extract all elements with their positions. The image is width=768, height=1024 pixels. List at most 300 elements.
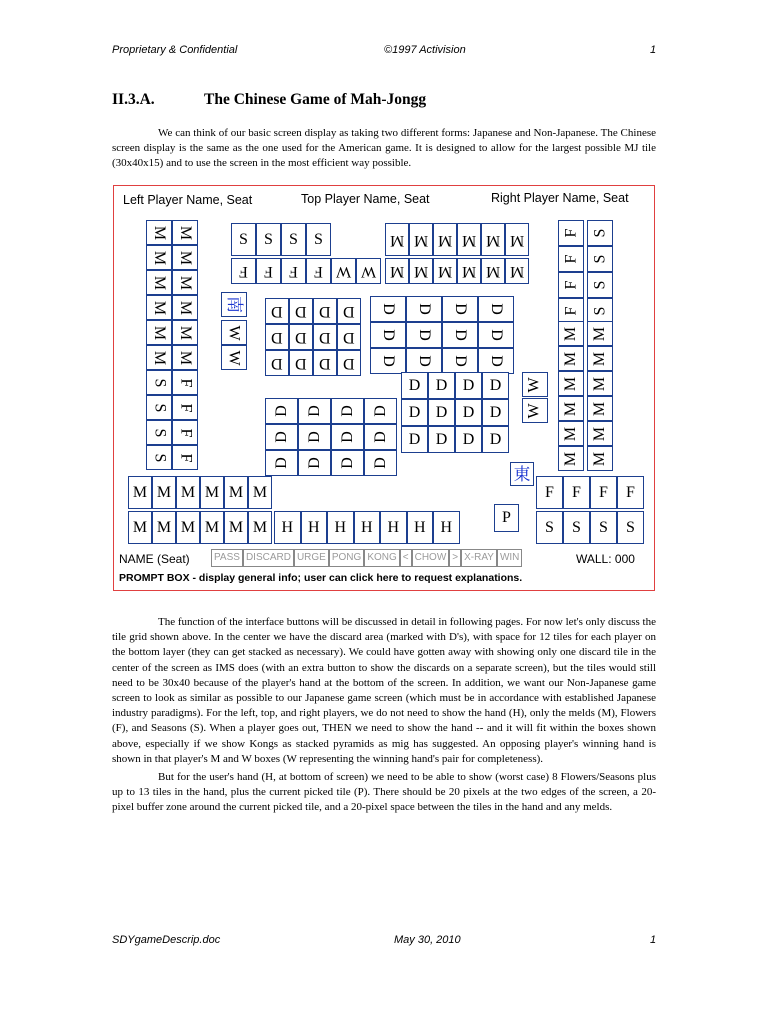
mahjong-tile [248, 511, 272, 544]
mahjong-tile [128, 476, 152, 509]
tile-glyph: M [485, 263, 501, 280]
tile-glyph: M [176, 225, 194, 240]
tile-glyph: D [408, 376, 421, 394]
mahjong-tile [176, 476, 200, 509]
mahjong-tile [146, 345, 172, 370]
mahjong-tile [587, 246, 613, 272]
urge-button[interactable]: URGE [294, 549, 329, 567]
mahjong-tile [331, 258, 356, 284]
x-ray-button[interactable]: X-RAY [461, 549, 497, 567]
chow-prev-button[interactable]: < [400, 549, 412, 567]
tile-glyph: D [371, 405, 389, 417]
intro-paragraph: We can think of our basic screen display as taking two different forms: Japanese and Non-Japanese. The Chinese screen display is the same as the one used for the American game. It is designed to allow for the largest possible MJ tile (30x40x15) and to use the screen in the most efficient way possible. [112, 127, 656, 170]
mahjong-tile [146, 245, 172, 270]
mahjong-tile [457, 223, 481, 256]
tile-glyph: M [204, 483, 220, 501]
mahjong-tile [289, 324, 313, 350]
mahjong-tile [590, 476, 617, 509]
tile-glyph: M [590, 401, 608, 416]
tile-glyph: S [591, 228, 608, 238]
mahjong-tile [457, 258, 481, 284]
tile-glyph: M [389, 231, 405, 249]
mahjong-tile [256, 223, 281, 256]
mahjong-tile [172, 320, 198, 345]
pong-button[interactable]: PONG [329, 549, 364, 567]
tile-glyph: M [437, 231, 453, 249]
tile-glyph: D [371, 457, 389, 469]
mahjong-tile [289, 350, 313, 376]
tile-glyph: M [590, 351, 608, 366]
discard-button[interactable]: DISCARD [243, 549, 294, 567]
tile-glyph: M [204, 518, 220, 536]
tile-glyph: D [295, 329, 307, 346]
mahjong-tile [172, 420, 198, 445]
mahjong-tile [172, 370, 198, 395]
mahjong-tile [433, 258, 457, 284]
tile-glyph: M [561, 326, 579, 341]
tile-glyph: M [509, 231, 525, 249]
mahjong-tile [331, 398, 364, 424]
footer-filename: SDYgameDescrip.doc [112, 934, 221, 946]
tile-glyph: M [180, 518, 196, 536]
tile-glyph: F [562, 280, 579, 290]
tile-glyph: F [626, 483, 635, 501]
tile-glyph: M [150, 300, 168, 315]
mahjong-tile [385, 223, 409, 256]
tile-glyph: H [281, 518, 294, 536]
tile-glyph: D [489, 403, 502, 421]
mahjong-tile [587, 346, 613, 371]
tile-glyph: M [509, 263, 525, 280]
mahjong-tile [146, 395, 172, 420]
mahjong-tile [409, 258, 433, 284]
tile-glyph: M [156, 518, 172, 536]
tile-glyph: D [338, 431, 356, 443]
body-paragraph-3: But for the user's hand (H, at bottom of screen) we need to be able to show (worst case) 8 Flowers/Seasons plus up to 13 tiles in the hand, plus the current picked tile (P). There should be 20 pixels at the two edges of the screen, a 20-pixel buffer zone around the current picked tile, and a 20-pixel space between the tiles in the hand and any melds. [112, 771, 656, 814]
mahjong-tile [172, 245, 198, 270]
mahjong-tile [558, 321, 584, 346]
tile-glyph: M [413, 231, 429, 249]
mahjong-tile [442, 322, 478, 348]
tile-glyph: M [150, 350, 168, 365]
tile-glyph: F [572, 483, 581, 501]
mahjong-tile [298, 424, 331, 450]
mahjong-tile [587, 321, 613, 346]
mahjong-tile [558, 272, 584, 298]
mahjong-tile [536, 511, 563, 544]
tile-glyph: D [371, 431, 389, 443]
tile-glyph: D [305, 431, 323, 443]
tile-glyph: D [319, 355, 331, 372]
mahjong-tile [231, 223, 256, 256]
tile-glyph: W [225, 324, 243, 341]
tile-glyph: M [437, 263, 453, 280]
mahjong-tile [337, 298, 361, 324]
player-name-seat: NAME (Seat) [119, 552, 190, 566]
tile-glyph: S [314, 230, 323, 248]
mahjong-tile [128, 511, 152, 544]
section-number: II.3.A. [112, 91, 155, 108]
mahjong-tile [200, 511, 224, 544]
tile-glyph: D [488, 355, 505, 367]
mahjong-tile [364, 450, 397, 476]
mahjong-tile [298, 450, 331, 476]
mahjong-tile [455, 426, 482, 453]
mahjong-tile [563, 476, 590, 509]
tile-glyph: D [272, 431, 290, 443]
prompt-box[interactable]: PROMPT BOX - display general info; user can click here to request explanations. [119, 572, 523, 584]
tile-glyph: D [408, 403, 421, 421]
mahjong-tile [406, 296, 442, 322]
right-player-label: Right Player Name, Seat [491, 191, 629, 205]
tile-glyph: D [462, 430, 475, 448]
tile-glyph: D [343, 355, 355, 372]
tile-glyph: M [252, 483, 268, 501]
mahjong-tile [401, 399, 428, 426]
mahjong-tile [587, 220, 613, 246]
mahjong-tile [146, 370, 172, 395]
mahjong-tile [172, 295, 198, 320]
mahjong-tile [146, 445, 172, 470]
tile-glyph: D [416, 303, 433, 315]
mahjong-tile [370, 322, 406, 348]
mahjong-tile [370, 296, 406, 322]
tile-glyph: H [413, 518, 426, 536]
tile-glyph: M [561, 351, 579, 366]
mahjong-tile [481, 223, 505, 256]
mahjong-tile [176, 511, 200, 544]
tile-glyph: F [177, 378, 194, 387]
mahjong-tile [401, 426, 428, 453]
mahjong-tile [152, 511, 176, 544]
tile-glyph: D [462, 403, 475, 421]
tile-glyph: D [452, 303, 469, 315]
mahjong-tile [563, 511, 590, 544]
tile-glyph: M [561, 376, 579, 391]
mahjong-tile [274, 511, 301, 544]
tile-glyph: D [488, 303, 505, 315]
tile-glyph: M [150, 225, 168, 240]
mahjong-tile [356, 258, 381, 284]
tile-glyph: F [289, 263, 298, 280]
mahjong-tile [313, 298, 337, 324]
tile-glyph: H [360, 518, 373, 536]
mahjong-tile [590, 511, 617, 544]
mahjong-tile [248, 476, 272, 509]
tile-glyph: M [561, 401, 579, 416]
wind-tile [510, 462, 534, 486]
tile-glyph: M [176, 350, 194, 365]
mahjong-tile [327, 511, 354, 544]
mahjong-tile [481, 258, 505, 284]
tile-glyph: S [591, 280, 608, 290]
tile-glyph: F [562, 254, 579, 264]
mahjong-tile [433, 223, 457, 256]
mahjong-tile [265, 398, 298, 424]
tile-glyph: D [271, 329, 283, 346]
tile-glyph: D [452, 355, 469, 367]
mahjong-tile [505, 223, 529, 256]
mahjong-tile [224, 476, 248, 509]
mahjong-tile [494, 504, 519, 532]
mahjong-tile [409, 223, 433, 256]
wall-counter: WALL: 000 [576, 552, 635, 566]
mahjong-tile [172, 270, 198, 295]
mahjong-tile [221, 345, 247, 370]
tile-glyph: M [252, 518, 268, 536]
tile-glyph: P [502, 509, 511, 526]
tile-glyph: S [591, 254, 608, 264]
mahjong-tile [401, 372, 428, 399]
mahjong-tile [482, 372, 509, 399]
tile-glyph: M [461, 231, 477, 249]
mahjong-tile [558, 421, 584, 446]
mahjong-tile [364, 398, 397, 424]
mahjong-tile [428, 372, 455, 399]
tile-glyph: W [360, 263, 377, 280]
mahjong-tile [221, 320, 247, 345]
tile-glyph: D [435, 430, 448, 448]
tile-glyph: D [271, 303, 283, 320]
tile-glyph: D [416, 355, 433, 367]
tile-glyph: D [272, 457, 290, 469]
tile-glyph: M [176, 250, 194, 265]
mahjong-tile [587, 396, 613, 421]
tile-glyph: F [599, 483, 608, 501]
mahjong-tile [200, 476, 224, 509]
tile-glyph: M [461, 263, 477, 280]
wind-tile [221, 292, 247, 317]
mahjong-tile [331, 424, 364, 450]
tile-glyph: H [334, 518, 347, 536]
mahjong-tile [505, 258, 529, 284]
mahjong-tile [313, 324, 337, 350]
tile-glyph: M [561, 451, 579, 466]
mahjong-tile [433, 511, 460, 544]
mahjong-tile [455, 372, 482, 399]
mahjong-tile [385, 258, 409, 284]
tile-glyph: H [307, 518, 320, 536]
tile-glyph: M [132, 483, 148, 501]
mahjong-tile [558, 446, 584, 471]
mahjong-tile [152, 476, 176, 509]
tile-glyph: D [295, 303, 307, 320]
tile-glyph: D [305, 405, 323, 417]
tile-glyph: M [180, 483, 196, 501]
tile-glyph: D [380, 303, 397, 315]
mahjong-tile [558, 220, 584, 246]
mahjong-tile [587, 371, 613, 396]
tile-glyph: W [525, 402, 543, 419]
mahjong-tile [587, 446, 613, 471]
tile-glyph: D [489, 376, 502, 394]
mahjong-tile [442, 296, 478, 322]
mahjong-tile [364, 424, 397, 450]
mahjong-tile [482, 426, 509, 453]
tile-glyph: 南 [224, 296, 244, 313]
tile-glyph: S [264, 230, 273, 248]
tile-glyph: M [132, 518, 148, 536]
tile-glyph: F [314, 263, 323, 280]
chow-button[interactable]: CHOW [412, 549, 450, 567]
mahjong-tile [231, 258, 256, 284]
tile-glyph: F [562, 306, 579, 316]
tile-glyph: D [462, 376, 475, 394]
mahjong-tile [536, 476, 563, 509]
mahjong-tile [406, 322, 442, 348]
mahjong-tile [337, 324, 361, 350]
tile-glyph: D [272, 405, 290, 417]
tile-glyph: M [590, 451, 608, 466]
mahjong-tile [617, 476, 644, 509]
tile-glyph: M [176, 300, 194, 315]
tile-glyph: D [452, 329, 469, 341]
tile-glyph: S [599, 518, 608, 536]
tile-glyph: D [338, 405, 356, 417]
mahjong-tile [407, 511, 434, 544]
mahjong-tile [406, 348, 442, 374]
mahjong-tile [428, 426, 455, 453]
tile-glyph: D [319, 329, 331, 346]
pass-button[interactable]: PASS [211, 549, 243, 567]
tile-glyph: M [561, 426, 579, 441]
kong-button[interactable]: KONG [364, 549, 399, 567]
tile-glyph: M [150, 275, 168, 290]
mahjong-tile [558, 396, 584, 421]
tile-glyph: D [295, 355, 307, 372]
tile-glyph: S [151, 453, 168, 462]
tile-glyph: D [488, 329, 505, 341]
mahjong-tile [380, 511, 407, 544]
tile-glyph: H [387, 518, 400, 536]
tile-glyph: M [590, 426, 608, 441]
mahjong-tile [172, 395, 198, 420]
mahjong-tile [587, 272, 613, 298]
tile-glyph: M [389, 263, 405, 280]
mahjong-tile [281, 223, 306, 256]
tile-glyph: D [271, 355, 283, 372]
win-button[interactable]: WIN [497, 549, 522, 567]
tile-glyph: M [228, 518, 244, 536]
mahjong-tile [558, 346, 584, 371]
tile-glyph: D [435, 376, 448, 394]
footer-date: May 30, 2010 [394, 934, 461, 946]
top-player-label: Top Player Name, Seat [301, 192, 430, 206]
tile-glyph: S [289, 230, 298, 248]
tile-glyph: F [177, 428, 194, 437]
left-player-label: Left Player Name, Seat [123, 193, 253, 207]
tile-glyph: 東 [513, 464, 531, 484]
tile-glyph: D [489, 430, 502, 448]
mahjong-tile [558, 246, 584, 272]
mahjong-tile [370, 348, 406, 374]
mahjong-tile [306, 258, 331, 284]
mahjong-tile [354, 511, 381, 544]
tile-glyph: D [338, 457, 356, 469]
mahjong-tile [146, 270, 172, 295]
tile-glyph: S [572, 518, 581, 536]
mahjong-tile [301, 511, 328, 544]
tile-glyph: W [225, 349, 243, 366]
mahjong-tile [587, 421, 613, 446]
tile-glyph: M [228, 483, 244, 501]
mahjong-tile [265, 450, 298, 476]
mahjong-tile [313, 350, 337, 376]
mahjong-tile [224, 511, 248, 544]
mahjong-tile [522, 372, 548, 397]
tile-glyph: M [176, 325, 194, 340]
mahjong-tile [306, 223, 331, 256]
mahjong-tile [482, 399, 509, 426]
action-button-bar [211, 549, 522, 567]
tile-glyph: M [150, 325, 168, 340]
tile-glyph: F [562, 228, 579, 238]
tile-glyph: M [176, 275, 194, 290]
mahjong-tile [265, 298, 289, 324]
tile-glyph: D [319, 303, 331, 320]
tile-glyph: S [626, 518, 635, 536]
mahjong-tile [617, 511, 644, 544]
tile-glyph: M [413, 263, 429, 280]
tile-glyph: S [591, 306, 608, 316]
header-page-number: 1 [650, 44, 657, 56]
tile-glyph: D [408, 430, 421, 448]
tile-glyph: M [485, 231, 501, 249]
body-paragraph-2: The function of the interface buttons will be discussed in detail in following pages. For now let's only discuss the tile grid shown above. In the center we have the discard area (marked with D's), with space for 12 tiles for each player on the bottom layer (they can get stacked as necessary). We could have gotten away with showing only one discard tile in the center of the screen as IMS does (with an extra button to show the discards on a separate screen), but the tiles would still need to be 30x40 because of the player's hand at the bottom of the screen. In addition, we want our Non-Japanese game screen to look as similar as possible to our Japanese game screen (which must be in accordance with established Japanese industry paradigms). For the left, top, and right players, we do not need to show the hand (H), only the melds (M), Flowers (F), and Seasons (S). When a player goes out, THEN we need to show the hand -- and it will fit within the boxes shown above, especially if we show Kongs as stacked pyramids as mig has suggested. An opposing player's winning hand is shown in that player's M and W boxes (W representing the winning hand's pair for completeness). [112, 616, 656, 765]
chow-next-button[interactable]: > [449, 549, 461, 567]
tile-glyph: M [150, 250, 168, 265]
mahjong-tile [522, 398, 548, 423]
mahjong-tile [265, 324, 289, 350]
mahjong-tile [256, 258, 281, 284]
tile-glyph: F [545, 483, 554, 501]
mahjong-tile [172, 445, 198, 470]
tile-glyph: D [435, 403, 448, 421]
mahjong-tile [478, 348, 514, 374]
tile-glyph: D [305, 457, 323, 469]
header-center: ©1997 Activision [384, 44, 466, 56]
tile-glyph: S [545, 518, 554, 536]
mahjong-tile [146, 220, 172, 245]
header-left: Proprietary & Confidential [112, 44, 238, 56]
tile-glyph: D [343, 303, 355, 320]
tile-glyph: W [335, 263, 352, 280]
tile-glyph: H [440, 518, 453, 536]
tile-glyph: D [416, 329, 433, 341]
footer-page-number: 1 [650, 934, 657, 946]
mahjong-tile [172, 345, 198, 370]
mahjong-tile [478, 322, 514, 348]
mahjong-tile [289, 298, 313, 324]
mahjong-tile [172, 220, 198, 245]
tile-glyph: F [264, 263, 273, 280]
tile-glyph: S [151, 378, 168, 387]
mahjong-tile [337, 350, 361, 376]
tile-glyph: M [156, 483, 172, 501]
tile-glyph: F [239, 263, 248, 280]
mahjong-tile [146, 295, 172, 320]
mahjong-tile [265, 350, 289, 376]
section-title: The Chinese Game of Mah-Jongg [204, 91, 427, 108]
tile-glyph: F [177, 453, 194, 462]
mahjong-tile [428, 399, 455, 426]
tile-glyph: M [590, 326, 608, 341]
mahjong-tile [558, 371, 584, 396]
mahjong-tile [455, 399, 482, 426]
mahjong-tile [442, 348, 478, 374]
mahjong-tile [298, 398, 331, 424]
mahjong-tile [281, 258, 306, 284]
